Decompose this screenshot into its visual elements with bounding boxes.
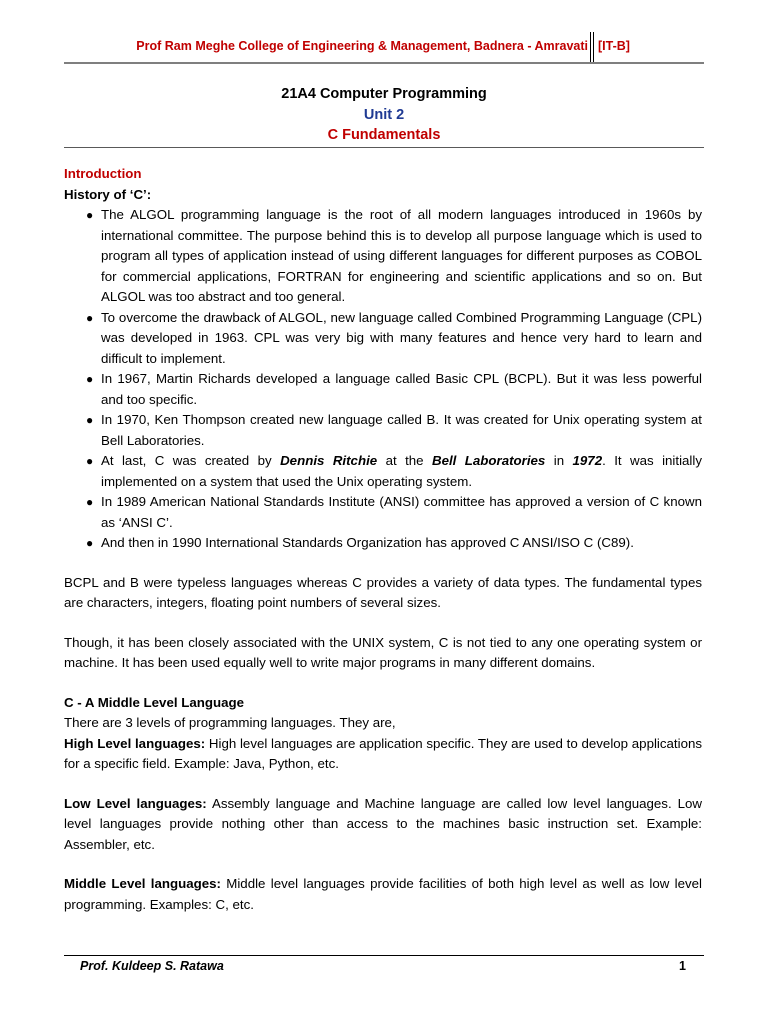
- ritchie-name: Dennis Ritchie: [280, 453, 378, 468]
- course-title: 21A4 Computer Programming: [281, 86, 487, 102]
- high-level-paragraph: High Level languages: High level languages are application specific. They are used to develop applications for a specific field. Example: Java, Python, etc.: [64, 735, 703, 771]
- year-1972: 1972: [572, 453, 603, 468]
- title-block: [64, 84, 704, 146]
- low-level-label: Low Level languages:: [64, 795, 207, 811]
- bullet-icon: ●: [86, 310, 94, 325]
- page-content: [64, 164, 702, 915]
- unit-title: Unit 2: [363, 106, 405, 123]
- bullet-icon: ●: [86, 536, 94, 550]
- low-level-paragraph: Low Level languages: Assembly language and Machine language are called low level languages. Low level languages provide nothing other than access to the machines basic instruction set. Example: Assembler, etc.: [64, 795, 703, 852]
- levels-intro: There are 3 levels of programming languages. They are,: [64, 715, 396, 730]
- topic-title: C Fundamentals: [327, 127, 441, 143]
- list-item: ● In 1970, Ken Thompson created new language called B. It was created for Unix operating system at Bell Laboratories.: [86, 412, 702, 448]
- history-heading: History of ‘C’:: [64, 186, 152, 202]
- introduction-heading: Introduction: [64, 166, 142, 181]
- list-item: ● In 1989 American National Standards Institute (ANSI) committee has approved a version of C known as ‘ANSI C’.: [86, 494, 702, 530]
- unix-paragraph: Though, it has been closely associated with the UNIX system, C is not tied to any one operating system or machine. It has been used equally well to write major programs in many different domains.: [64, 634, 702, 670]
- high-level-label: High Level languages:: [64, 735, 206, 751]
- bullet-icon: ●: [86, 208, 94, 222]
- page-number: 1: [679, 959, 686, 973]
- bullet-icon: ●: [86, 372, 94, 386]
- history-list: [64, 205, 702, 554]
- header-divider: [590, 32, 591, 62]
- middle-level-label: Middle Level languages:: [64, 876, 221, 891]
- list-item: ● And then in 1990 International Standards Organization has approved C ANSI/ISO C (C89).: [64, 533, 702, 554]
- title-rule: [64, 147, 704, 148]
- middle-level-paragraph: Middle Level languages: Middle level languages provide facilities of both high level as well as low level programming. Examples: C, etc.: [64, 876, 702, 912]
- bell-labs: Bell Laboratories: [431, 453, 546, 468]
- header-rule: [64, 62, 704, 64]
- list-item: ● To overcome the drawback of ALGOL, new language called Combined Programming Language (CPL) was developed in 1963. CPL was very big with many features and hence very hard to learn and difficult to implement.: [86, 309, 702, 366]
- college-name: Prof Ram Meghe College of Engineering & Management, Badnera - Amravati: [136, 39, 588, 53]
- footer-rule: [64, 955, 704, 956]
- branch-tag: [IT-B]: [598, 39, 630, 53]
- list-item: ● In 1967, Martin Richards developed a language called Basic CPL (BCPL). But it was less powerful and too specific.: [86, 371, 702, 407]
- bcpl-paragraph: BCPL and B were typeless languages whereas C provides a variety of data types. The fundamental types are characters, integers, floating point numbers of several sizes.: [64, 574, 702, 610]
- bullet-icon: ●: [86, 413, 94, 427]
- footer-author: Prof. Kuldeep S. Ratawa: [80, 959, 224, 973]
- bullet-icon: ●: [86, 495, 94, 509]
- bullet-icon: ●: [86, 454, 94, 468]
- middle-level-heading: C - A Middle Level Language: [64, 694, 245, 710]
- page-header: [64, 32, 704, 64]
- list-item: ● The ALGOL programming language is the root of all modern languages introduced in 1960s by international committee. The purpose behind this is to develop all purpose language which is used to program all types of application instead of using different languages for different purposes as COBOL for commercial applications, FORTRAN for engineering and scientific applications and so on. But ALGOL was too abstract and too general.: [86, 207, 702, 304]
- list-item: ● At last, C was created by Dennis Ritchie at the Bell Laboratories in 1972. It was initially implemented on a system that used the Unix operating system.: [86, 453, 702, 489]
- header-divider: [593, 32, 594, 62]
